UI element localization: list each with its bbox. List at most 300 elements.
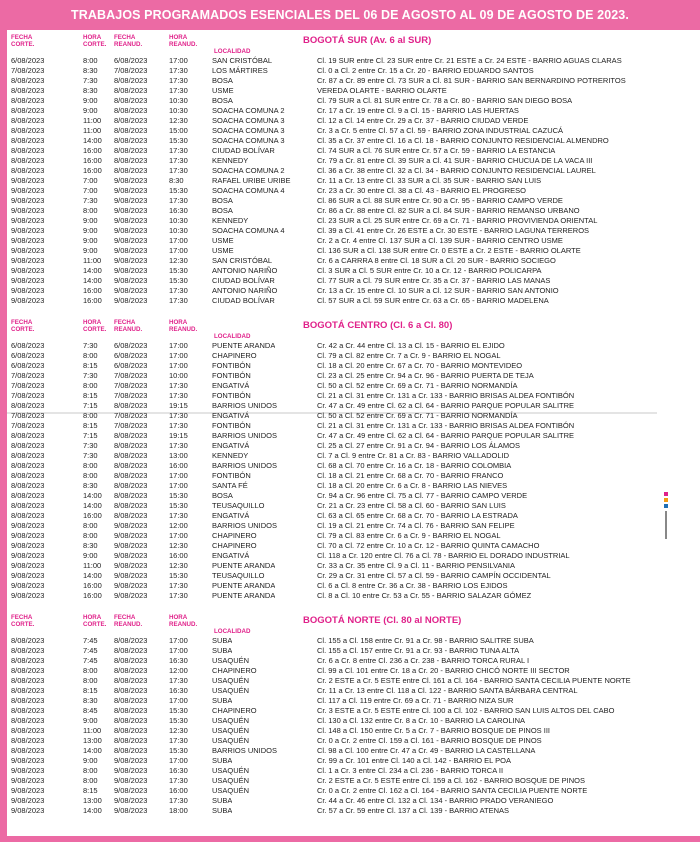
locality: ENGATIVÁ xyxy=(212,381,250,390)
resume-time: 19:15 xyxy=(169,431,188,440)
location-detail: Cl. 117 a Cl. 119 entre Cr. 69 a Cr. 71 - BARRIO NIZA SUR xyxy=(317,696,514,705)
resume-time: 17:00 xyxy=(169,236,188,245)
cut-date: 8/08/2023 xyxy=(11,441,45,450)
resume-time: 15:30 xyxy=(169,746,188,755)
table-row xyxy=(7,451,657,461)
resume-time: 17:30 xyxy=(169,581,188,590)
cut-time: 9:00 xyxy=(83,236,98,245)
table-row xyxy=(7,286,657,296)
resume-date: 9/08/2023 xyxy=(114,571,148,580)
location-detail: Cl. 0 a Cl. 2 entre Cr. 15 a Cr. 20 - BARRIO EDUARDO SANTOS xyxy=(317,66,534,75)
cut-time: 9:00 xyxy=(83,216,98,225)
table-row xyxy=(7,461,657,471)
resume-time: 17:30 xyxy=(169,286,188,295)
resume-time: 17:00 xyxy=(169,696,188,705)
resume-date: 9/08/2023 xyxy=(114,186,148,195)
table-row xyxy=(7,786,657,796)
resume-time: 17:30 xyxy=(169,441,188,450)
section-block xyxy=(7,30,657,306)
cut-date: 8/08/2023 xyxy=(11,471,45,480)
locality: FONTIBÓN xyxy=(212,361,251,370)
resume-date: 9/08/2023 xyxy=(114,756,148,765)
location-detail: Cl. 8 a Cl. 10 entre Cr. 53 a Cr. 55 - BARRIO SALAZAR GÓMEZ xyxy=(317,591,532,600)
locality: USAQUÉN xyxy=(212,726,250,735)
cut-date: 9/08/2023 xyxy=(11,216,45,225)
resume-time: 17:30 xyxy=(169,196,188,205)
resume-date: 7/08/2023 xyxy=(114,66,148,75)
resume-time: 17:30 xyxy=(169,776,188,785)
location-detail: Cl. 74 SUR a Cl. 76 SUR entre Cr. 57 a Cr. 59 - BARRIO LA ESTANCIA xyxy=(317,146,556,155)
locality: SUBA xyxy=(212,636,233,645)
cut-date: 9/08/2023 xyxy=(11,531,45,540)
resume-date: 9/08/2023 xyxy=(114,521,148,530)
resume-time: 17:30 xyxy=(169,156,188,165)
cut-time: 9:00 xyxy=(83,716,98,725)
cut-time: 7:30 xyxy=(83,341,98,350)
resume-date: 9/08/2023 xyxy=(114,206,148,215)
location-detail: Cl. 21 a Cl. 31 entre Cr. 131 a Cr. 133 - BARRIO BRISAS ALDEA FONTIBÓN xyxy=(317,421,575,430)
resume-date: 9/08/2023 xyxy=(114,236,148,245)
resume-time: 10:00 xyxy=(169,371,188,380)
table-row xyxy=(7,76,657,86)
resume-time: 12:30 xyxy=(169,256,188,265)
table-row xyxy=(7,806,657,816)
cut-time: 11:00 xyxy=(83,726,102,735)
bottom-band xyxy=(0,836,700,842)
locality: ENGATIVÁ xyxy=(212,411,250,420)
table-row xyxy=(7,96,657,106)
resume-time: 19:15 xyxy=(169,401,188,410)
cut-date: 9/08/2023 xyxy=(11,786,45,795)
table-row xyxy=(7,471,657,481)
column-header: FECHA CORTE. xyxy=(11,319,35,333)
cut-date: 6/08/2023 xyxy=(11,361,45,370)
cut-time: 14:00 xyxy=(83,266,102,275)
cut-date: 8/08/2023 xyxy=(11,501,45,510)
location-detail: Cr. 86 a Cr. 88 entre Cl. 82 SUR a Cl. 84 SUR - BARRIO REMANSO URBANO xyxy=(317,206,580,215)
resume-date: 8/08/2023 xyxy=(114,461,148,470)
resume-date: 9/08/2023 xyxy=(114,196,148,205)
locality: BARRIOS UNIDOS xyxy=(212,401,278,410)
resume-date: 6/08/2023 xyxy=(114,361,148,370)
table-row xyxy=(7,656,657,666)
location-detail: Cl. 6 a Cl. 8 entre Cr. 36 a Cr. 38 - BARRIO LOS EJIDOS xyxy=(317,581,508,590)
location-detail: Cr. 0 a Cr. 2 entre Cl. 162 a Cl. 164 - BARRIO SANTA CECILIA PUENTE NORTE xyxy=(317,786,588,795)
section-header xyxy=(7,315,657,341)
table-row xyxy=(7,391,657,401)
cut-date: 8/08/2023 xyxy=(11,86,45,95)
resume-date: 8/08/2023 xyxy=(114,146,148,155)
location-detail: Cl. 130 a Cl. 132 entre Cr. 8 a Cr. 10 - BARRIO LA CAROLINA xyxy=(317,716,526,725)
cut-time: 7:30 xyxy=(83,371,98,380)
resume-date: 8/08/2023 xyxy=(114,726,148,735)
locality: RAFAEL URIBE URIBE xyxy=(212,176,291,185)
cut-date: 9/08/2023 xyxy=(11,226,45,235)
resume-date: 8/08/2023 xyxy=(114,736,148,745)
resume-date: 9/08/2023 xyxy=(114,806,148,815)
locality: SOACHA COMUNA 4 xyxy=(212,226,285,235)
table-row xyxy=(7,736,657,746)
table-row xyxy=(7,256,657,266)
right-margin xyxy=(657,30,700,842)
table-row xyxy=(7,236,657,246)
locality: FONTIBÓN xyxy=(212,391,251,400)
cut-time: 7:30 xyxy=(83,441,98,450)
resume-time: 15:00 xyxy=(169,126,188,135)
cut-time: 16:00 xyxy=(83,156,102,165)
resume-time: 15:30 xyxy=(169,186,188,195)
location-detail: Cr. 11 a Cr. 13 entre Cl. 118 a Cl. 122 - BARRIO SANTA BÁRBARA CENTRAL xyxy=(317,686,578,695)
cut-time: 8:30 xyxy=(83,66,98,75)
cut-time: 16:00 xyxy=(83,146,102,155)
resume-time: 15:30 xyxy=(169,266,188,275)
locality: BARRIOS UNIDOS xyxy=(212,461,278,470)
cut-date: 8/08/2023 xyxy=(11,656,45,665)
resume-time: 17:00 xyxy=(169,246,188,255)
resume-time: 17:30 xyxy=(169,296,188,305)
resume-time: 12:00 xyxy=(169,666,188,675)
table-row xyxy=(7,441,657,451)
cut-date: 9/08/2023 xyxy=(11,196,45,205)
utility-logo-icon xyxy=(662,492,670,540)
table-row xyxy=(7,746,657,756)
resume-time: 15:30 xyxy=(169,706,188,715)
cut-date: 8/08/2023 xyxy=(11,511,45,520)
location-detail: Cl. 86 SUR a Cl. 88 SUR entre Cr. 90 a Cr. 95 - BARRIO CAMPO VERDE xyxy=(317,196,563,205)
cut-date: 9/08/2023 xyxy=(11,561,45,570)
cut-date: 6/08/2023 xyxy=(11,341,45,350)
locality: BOSA xyxy=(212,96,233,105)
cut-date: 9/08/2023 xyxy=(11,756,45,765)
cut-date: 9/08/2023 xyxy=(11,766,45,775)
column-header: HORA REANUD. xyxy=(169,34,198,48)
cut-time: 16:00 xyxy=(83,286,102,295)
location-detail: Cr. 3 a Cr. 5 entre Cl. 57 a Cl. 59 - BARRIO ZONA INDUSTRIAL CAZUCÁ xyxy=(317,126,564,135)
locality: SAN CRISTÓBAL xyxy=(212,256,273,265)
cut-time: 8:45 xyxy=(83,706,98,715)
location-detail: Cl. 23 a Cl. 25 entre Cr. 94 a Cr. 96 - BARRIO PUERTA DE TEJA xyxy=(317,371,534,380)
locality: FONTIBÓN xyxy=(212,421,251,430)
table-row xyxy=(7,646,657,656)
resume-date: 9/08/2023 xyxy=(114,786,148,795)
locality: ANTONIO NARIÑO xyxy=(212,266,278,275)
cut-date: 8/08/2023 xyxy=(11,166,45,175)
column-header: FECHA REANUD. xyxy=(114,34,143,48)
resume-time: 12:30 xyxy=(169,726,188,735)
cut-time: 14:00 xyxy=(83,136,102,145)
locality: SOACHA COMUNA 4 xyxy=(212,186,285,195)
cut-date: 8/08/2023 xyxy=(11,696,45,705)
section-block xyxy=(7,610,657,816)
location-detail: VEREDA OLARTE - BARRIO OLARTE xyxy=(317,86,447,95)
location-detail: Cl. 36 a Cr. 38 entre Cl. 32 a Cl. 34 - BARRIO CONJUNTO RESIDENCIAL LAUREL xyxy=(317,166,596,175)
resume-time: 17:30 xyxy=(169,736,188,745)
location-detail: Cl. 19 a Cl. 21 entre Cr. 74 a Cl. 76 - BARRIO SAN FELIPE xyxy=(317,521,515,530)
cut-date: 6/08/2023 xyxy=(11,56,45,65)
location-detail: Cl. 50 a Cl. 52 entre Cr. 69 a Cr. 71 - BARRIO NORMANDÍA xyxy=(317,381,518,390)
locality: USAQUÉN xyxy=(212,686,250,695)
cut-date: 8/08/2023 xyxy=(11,706,45,715)
table-row xyxy=(7,381,657,391)
resume-date: 8/08/2023 xyxy=(114,511,148,520)
resume-date: 8/08/2023 xyxy=(114,471,148,480)
cut-date: 8/08/2023 xyxy=(11,116,45,125)
resume-time: 13:00 xyxy=(169,451,188,460)
cut-time: 14:00 xyxy=(83,571,102,580)
resume-time: 17:00 xyxy=(169,481,188,490)
cut-time: 8:00 xyxy=(83,461,98,470)
locality: LOS MÁRTIRES xyxy=(212,66,268,75)
locality: SOACHA COMUNA 2 xyxy=(212,166,285,175)
table-row xyxy=(7,411,657,421)
location-detail: Cl. 77 SUR a Cl. 79 SUR entre Cr. 35 a Cr. 37 - BARRIO LAS MANAS xyxy=(317,276,551,285)
table-row xyxy=(7,156,657,166)
resume-date: 6/08/2023 xyxy=(114,351,148,360)
resume-date: 8/08/2023 xyxy=(114,686,148,695)
table-row xyxy=(7,276,657,286)
resume-time: 12:00 xyxy=(169,521,188,530)
table-row xyxy=(7,136,657,146)
locality: USAQUÉN xyxy=(212,786,250,795)
location-detail: Cl. 118 a Cr. 120 entre Cl. 76 a Cl. 78 - BARRIO EL DORADO INDUSTRIAL xyxy=(317,551,570,560)
resume-time: 17:00 xyxy=(169,351,188,360)
table-row xyxy=(7,726,657,736)
locality: ENGATIVÁ xyxy=(212,441,250,450)
cut-date: 9/08/2023 xyxy=(11,256,45,265)
resume-date: 9/08/2023 xyxy=(114,531,148,540)
resume-date: 9/08/2023 xyxy=(114,216,148,225)
locality: BARRIOS UNIDOS xyxy=(212,431,278,440)
resume-time: 17:30 xyxy=(169,66,188,75)
cut-date: 8/08/2023 xyxy=(11,431,45,440)
location-detail: Cl. 18 a Cl. 21 entre Cr. 68 a Cr. 70 - BARRIO FRANCO xyxy=(317,471,504,480)
resume-time: 17:30 xyxy=(169,591,188,600)
location-detail: Cr. 6 a Cr. 8 entre Cl. 236 a Cr. 238 - BARRIO TORCA RURAL I xyxy=(317,656,530,665)
table-row xyxy=(7,756,657,766)
resume-date: 8/08/2023 xyxy=(114,116,148,125)
resume-time: 16:30 xyxy=(169,766,188,775)
table-row xyxy=(7,186,657,196)
location-detail: Cl. 148 a Cl. 150 entre Cr. 5 a Cr. 7 - BARRIO BOSQUE DE PINOS III xyxy=(317,726,550,735)
location-detail: Cr. 87 a Cr. 89 entre Cl. 73 SUR a Cl. 81 SUR - BARRIO SAN BERNARDINO POTRERITOS xyxy=(317,76,626,85)
cut-time: 8:30 xyxy=(83,481,98,490)
location-detail: Cr. 57 a Cr. 59 entre Cl. 137 a Cl. 139 - BARRIO ATENAS xyxy=(317,806,510,815)
cut-date: 9/08/2023 xyxy=(11,796,45,805)
resume-date: 9/08/2023 xyxy=(114,226,148,235)
section-title: BOGOTÁ NORTE (Cl. 80 al NORTE) xyxy=(303,615,462,626)
column-header: HORA CORTE. xyxy=(83,34,107,48)
column-header: FECHA REANUD. xyxy=(114,319,143,333)
resume-time: 16:00 xyxy=(169,551,188,560)
locality: PUENTE ARANDA xyxy=(212,341,276,350)
cut-date: 8/08/2023 xyxy=(11,686,45,695)
resume-time: 15:30 xyxy=(169,491,188,500)
location-detail: Cl. 79 SUR a Cl. 81 SUR entre Cr. 78 a Cr. 80 - BARRIO SAN DIEGO BOSA xyxy=(317,96,573,105)
table-row xyxy=(7,341,657,351)
cut-date: 7/08/2023 xyxy=(11,391,45,400)
locality: BOSA xyxy=(212,491,233,500)
cut-time: 16:00 xyxy=(83,591,102,600)
column-header: HORA CORTE. xyxy=(83,614,107,628)
cut-date: 8/08/2023 xyxy=(11,716,45,725)
table-row xyxy=(7,521,657,531)
cut-time: 9:00 xyxy=(83,756,98,765)
location-detail: Cl. 23 SUR a Cl. 25 SUR entre Cr. 69 a Cr. 71 - BARRIO PROVIVIENDA ORIENTAL xyxy=(317,216,598,225)
resume-time: 10:30 xyxy=(169,226,188,235)
location-detail: Cl. 18 a Cl. 20 entre Cr. 6 a Cr. 8 - BARRIO LAS NIEVES xyxy=(317,481,508,490)
resume-time: 15:30 xyxy=(169,501,188,510)
resume-time: 17:30 xyxy=(169,86,188,95)
cut-time: 7:45 xyxy=(83,646,98,655)
locality: KENNEDY xyxy=(212,216,249,225)
resume-date: 8/08/2023 xyxy=(114,431,148,440)
cut-time: 14:00 xyxy=(83,746,102,755)
resume-time: 17:00 xyxy=(169,341,188,350)
locality: SUBA xyxy=(212,696,233,705)
table-row xyxy=(7,666,657,676)
section-header xyxy=(7,610,657,636)
resume-time: 12:30 xyxy=(169,541,188,550)
location-detail: Cl. 68 a Cl. 70 entre Cr. 16 a Cr. 18 - BARRIO COLOMBIA xyxy=(317,461,512,470)
table-row xyxy=(7,66,657,76)
locality: TEUSAQUILLO xyxy=(212,571,265,580)
cut-time: 16:00 xyxy=(83,296,102,305)
cut-time: 14:00 xyxy=(83,491,102,500)
cut-date: 7/08/2023 xyxy=(11,66,45,75)
resume-date: 9/08/2023 xyxy=(114,561,148,570)
section-block xyxy=(7,315,657,601)
location-detail: Cr. 17 a Cr. 19 entre Cl. 9 a Cl. 15 - BARRIO LAS HUERTAS xyxy=(317,106,519,115)
table-row xyxy=(7,481,657,491)
locality: CHAPINERO xyxy=(212,666,257,675)
resume-date: 7/08/2023 xyxy=(114,411,148,420)
cut-time: 9:00 xyxy=(83,551,98,560)
column-header: HORA CORTE. xyxy=(83,319,107,333)
cut-date: 8/08/2023 xyxy=(11,736,45,745)
column-header: FECHA CORTE. xyxy=(11,614,35,628)
table-row xyxy=(7,126,657,136)
resume-time: 17:30 xyxy=(169,166,188,175)
locality: BOSA xyxy=(212,206,233,215)
table-row xyxy=(7,351,657,361)
cut-time: 8:00 xyxy=(83,381,98,390)
column-header: LOCALIDAD xyxy=(214,48,251,55)
cut-date: 7/08/2023 xyxy=(11,381,45,390)
section-title: BOGOTÁ SUR (Av. 6 al SUR) xyxy=(303,35,432,46)
resume-time: 15:30 xyxy=(169,571,188,580)
resume-time: 17:00 xyxy=(169,531,188,540)
location-detail: Cr. 29 a Cr. 31 entre Cl. 57 a Cl. 59 - BARRIO CAMPÍN OCCIDENTAL xyxy=(317,571,551,580)
cut-time: 8:30 xyxy=(83,541,98,550)
table-row xyxy=(7,796,657,806)
resume-time: 15:30 xyxy=(169,276,188,285)
cut-time: 9:00 xyxy=(83,226,98,235)
cut-time: 8:15 xyxy=(83,686,98,695)
cut-date: 9/08/2023 xyxy=(11,176,45,185)
cut-time: 9:00 xyxy=(83,96,98,105)
cut-date: 9/08/2023 xyxy=(11,521,45,530)
cut-time: 8:15 xyxy=(83,786,98,795)
location-detail: Cr. 94 a Cr. 96 entre Cl. 75 a Cl. 77 - BARRIO CAMPO VERDE xyxy=(317,491,528,500)
cut-date: 8/08/2023 xyxy=(11,646,45,655)
locality: PUENTE ARANDA xyxy=(212,591,276,600)
cut-date: 9/08/2023 xyxy=(11,551,45,560)
cut-time: 7:30 xyxy=(83,76,98,85)
locality: USME xyxy=(212,236,234,245)
location-detail: Cl. 12 a Cl. 14 entre Cr. 29 a Cr. 37 - BARRIO CIUDAD VERDE xyxy=(317,116,529,125)
column-header: FECHA REANUD. xyxy=(114,614,143,628)
table-row xyxy=(7,571,657,581)
locality: KENNEDY xyxy=(212,451,249,460)
resume-time: 18:00 xyxy=(169,806,188,815)
cut-date: 9/08/2023 xyxy=(11,206,45,215)
locality: CIUDAD BOLÍVAR xyxy=(212,276,275,285)
resume-time: 17:30 xyxy=(169,76,188,85)
resume-time: 10:30 xyxy=(169,106,188,115)
table-row xyxy=(7,581,657,591)
table-row xyxy=(7,716,657,726)
cut-date: 9/08/2023 xyxy=(11,591,45,600)
cut-time: 8:00 xyxy=(83,471,98,480)
cut-time: 16:00 xyxy=(83,581,102,590)
column-header: HORA REANUD. xyxy=(169,319,198,333)
locality: SOACHA COMUNA 2 xyxy=(212,106,285,115)
locality: ENGATIVÁ xyxy=(212,511,250,520)
location-detail: Cl. 136 SUR a Cl. 138 SUR entre Cr. 0 ESTE a Cr. 2 ESTE - BARRIO OLARTE xyxy=(317,246,581,255)
location-detail: Cr. 21 a Cr. 23 entre Cl. 58 a Cl. 60 - BARRIO SAN LUIS xyxy=(317,501,506,510)
resume-date: 8/08/2023 xyxy=(114,666,148,675)
locality: CHAPINERO xyxy=(212,541,257,550)
resume-date: 8/08/2023 xyxy=(114,746,148,755)
locality: BARRIOS UNIDOS xyxy=(212,521,278,530)
cut-time: 7:15 xyxy=(83,401,98,410)
cut-date: 8/08/2023 xyxy=(11,746,45,755)
table-row xyxy=(7,531,657,541)
resume-date: 8/08/2023 xyxy=(114,86,148,95)
cut-date: 8/08/2023 xyxy=(11,726,45,735)
cut-time: 8:00 xyxy=(83,666,98,675)
table-row xyxy=(7,591,657,601)
cut-time: 8:00 xyxy=(83,206,98,215)
locality: USAQUÉN xyxy=(212,776,250,785)
table-row xyxy=(7,676,657,686)
cut-time: 8:00 xyxy=(83,676,98,685)
table-row xyxy=(7,246,657,256)
table-row xyxy=(7,86,657,96)
cut-time: 8:15 xyxy=(83,361,98,370)
locality: SOACHA COMUNA 3 xyxy=(212,116,285,125)
location-detail: Cl. 25 a Cl. 27 entre Cr. 91 a Cr. 94 - BARRIO LOS ÁLAMOS xyxy=(317,441,520,450)
locality: FONTIBÓN xyxy=(212,471,251,480)
cut-date: 9/08/2023 xyxy=(11,286,45,295)
locality: BOSA xyxy=(212,76,233,85)
location-detail: Cl. 35 a Cr. 37 entre Cl. 16 a Cl. 18 - BARRIO CONJUNTO RESIDENCIAL ALMENDRO xyxy=(317,136,609,145)
cut-date: 9/08/2023 xyxy=(11,581,45,590)
location-detail: Cl. 79 a Cl. 82 entre Cr. 7 a Cr. 9 - BARRIO EL NOGAL xyxy=(317,351,501,360)
cut-time: 7:00 xyxy=(83,176,98,185)
locality: USAQUÉN xyxy=(212,766,250,775)
table-row xyxy=(7,511,657,521)
cut-time: 16:00 xyxy=(83,511,102,520)
resume-date: 8/08/2023 xyxy=(114,676,148,685)
table-row xyxy=(7,206,657,216)
location-detail: Cl. 19 SUR entre Cl. 23 SUR entre Cr. 21 ESTE a Cr. 24 ESTE - BARRIO AGUAS CLARAS xyxy=(317,56,622,65)
resume-time: 17:00 xyxy=(169,646,188,655)
location-detail: Cr. 2 ESTE a Cr. 5 ESTE entre Cl. 161 a Cl. 164 - BARRIO SANTA CECILIA PUENTE NORTE xyxy=(317,676,631,685)
table-row xyxy=(7,541,657,551)
column-header: HORA REANUD. xyxy=(169,614,198,628)
table-row xyxy=(7,686,657,696)
